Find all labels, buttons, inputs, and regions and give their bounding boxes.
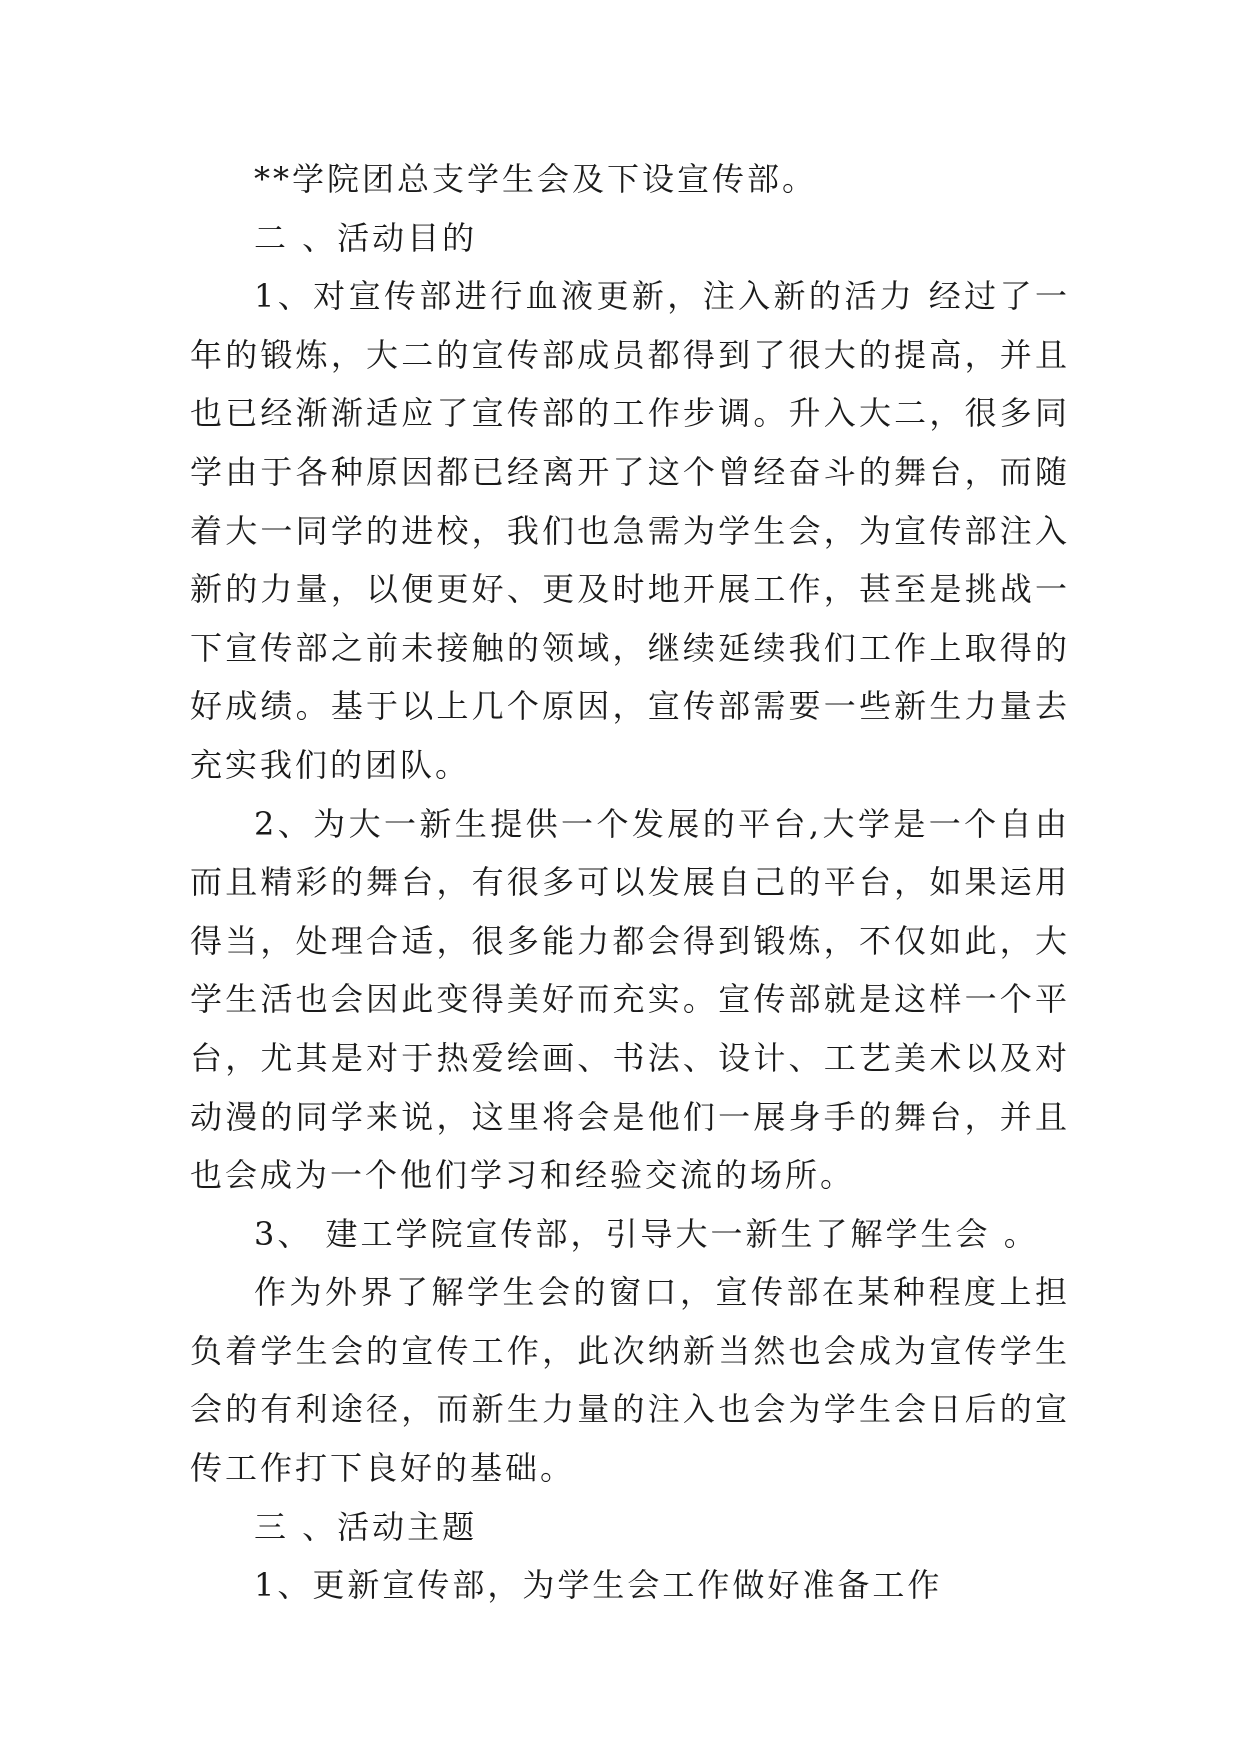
paragraph-organizer: **学院团总支学生会及下设宣传部。	[254, 160, 818, 198]
paragraph-theme-1: 1、更新宣传部，为学生会工作做好准备工作	[254, 1566, 943, 1605]
document-body	[190, 150, 1070, 1615]
heading-activity-theme: 三 、活动主题	[254, 1507, 478, 1546]
paragraph-purpose-3-title: 3、 建工学院宣传部，引导大一新生了解学生会 。	[254, 1214, 1039, 1253]
heading-activity-purpose: 二 、活动目的	[254, 218, 478, 257]
paragraph-purpose-2: 2、为大一新生提供一个发展的平台,大学是一个自由而且精彩的舞台，有很多可以发展自己的平台，如果运用得当，处理合适，很多能力都会得到锻炼，不仅如此，大学生活也会因此变得美好而充实。宣传部就是这样一个平台，尤其是对于热爱绘画、书法、设计、工艺美术以及对动漫的同学来说，这里将会是他们一展身手的舞台，并且也会成为一个他们学习和经验交流的场所。	[190, 804, 1070, 1195]
paragraph-purpose-3-body: 作为外界了解学生会的窗口，宣传部在某种程度上担负着学生会的宣传工作，此次纳新当然也会成为宣传学生会的有利途径，而新生力量的注入也会为学生会日后的宣传工作打下良好的基础。	[190, 1273, 1070, 1488]
paragraph-purpose-1: 1、对宣传部进行血液更新，注入新的活力 经过了一年的锻炼，大二的宣传部成员都得到了很大的提高，并且也已经渐渐适应了宣传部的工作步调。升入大二，很多同学由于各种原因都已经离开了这个曾经奋斗的舞台，而随着大一同学的进校，我们也急需为学生会，为宣传部注入新的力量，以便更好、更及时地开展工作，甚至是挑战一下宣传部之前未接触的领域，继续延续我们工作上取得的好成绩。基于以上几个原因，宣传部需要一些新生力量去充实我们的团队。	[190, 277, 1070, 784]
